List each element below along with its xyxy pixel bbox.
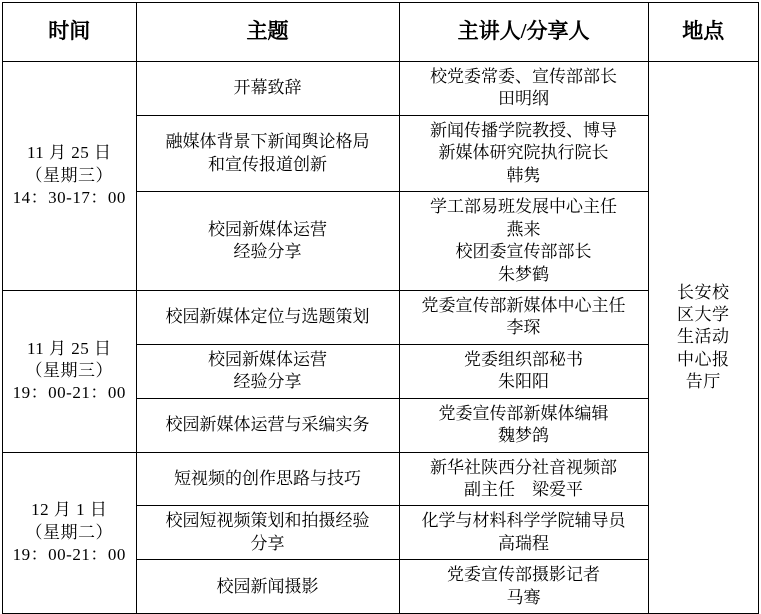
time-cell-group-1: 11 月 25 日 （星期三） 14：30-17：00 xyxy=(3,62,137,291)
speaker-cell: 新闻传播学院教授、博导 新媒体研究院执行院长 韩隽 xyxy=(399,115,648,191)
topic-cell: 校园新媒体运营 经验分享 xyxy=(136,344,399,398)
topic-cell: 校园短视频策划和拍摄经验 分享 xyxy=(136,506,399,560)
topic-cell: 校园新媒体运营 经验分享 xyxy=(136,192,399,291)
topic-cell: 校园新闻摄影 xyxy=(136,560,399,614)
speaker-cell: 党委宣传部摄影记者 马骞 xyxy=(399,560,648,614)
topic-cell: 校园新媒体运营与采编实务 xyxy=(136,398,399,452)
speaker-cell: 党委宣传部新媒体编辑 魏梦鸽 xyxy=(399,398,648,452)
table-header-row xyxy=(3,3,759,62)
time-cell-group-3: 12 月 1 日 （星期二） 19：00-21：00 xyxy=(3,452,137,614)
topic-cell: 校园新媒体定位与选题策划 xyxy=(136,290,399,344)
speaker-cell: 新华社陕西分社音视频部 副主任 梁爱平 xyxy=(399,452,648,506)
table-row xyxy=(3,452,759,506)
speaker-cell: 化学与材料科学学院辅导员 高瑞程 xyxy=(399,506,648,560)
table-row xyxy=(3,62,759,116)
topic-cell: 开幕致辞 xyxy=(136,62,399,116)
column-header-topic: 主题 xyxy=(136,3,399,62)
speaker-cell: 校党委常委、宣传部部长 田明纲 xyxy=(399,62,648,116)
topic-cell: 融媒体背景下新闻舆论格局 和宣传报道创新 xyxy=(136,115,399,191)
table-row xyxy=(3,290,759,344)
time-cell-group-2: 11 月 25 日 （星期三） 19：00-21：00 xyxy=(3,290,137,452)
column-header-place: 地点 xyxy=(648,3,758,62)
topic-cell: 短视频的创作思路与技巧 xyxy=(136,452,399,506)
speaker-cell: 党委宣传部新媒体中心主任 李琛 xyxy=(399,290,648,344)
place-cell: 长安校 区大学 生活动 中心报 告厅 xyxy=(648,62,758,614)
column-header-time: 时间 xyxy=(3,3,137,62)
column-header-speaker: 主讲人/分享人 xyxy=(399,3,648,62)
speaker-cell: 学工部易班发展中心主任 燕来 校团委宣传部部长 朱梦鹤 xyxy=(399,192,648,291)
speaker-cell: 党委组织部秘书 朱阳阳 xyxy=(399,344,648,398)
schedule-table xyxy=(2,2,759,614)
